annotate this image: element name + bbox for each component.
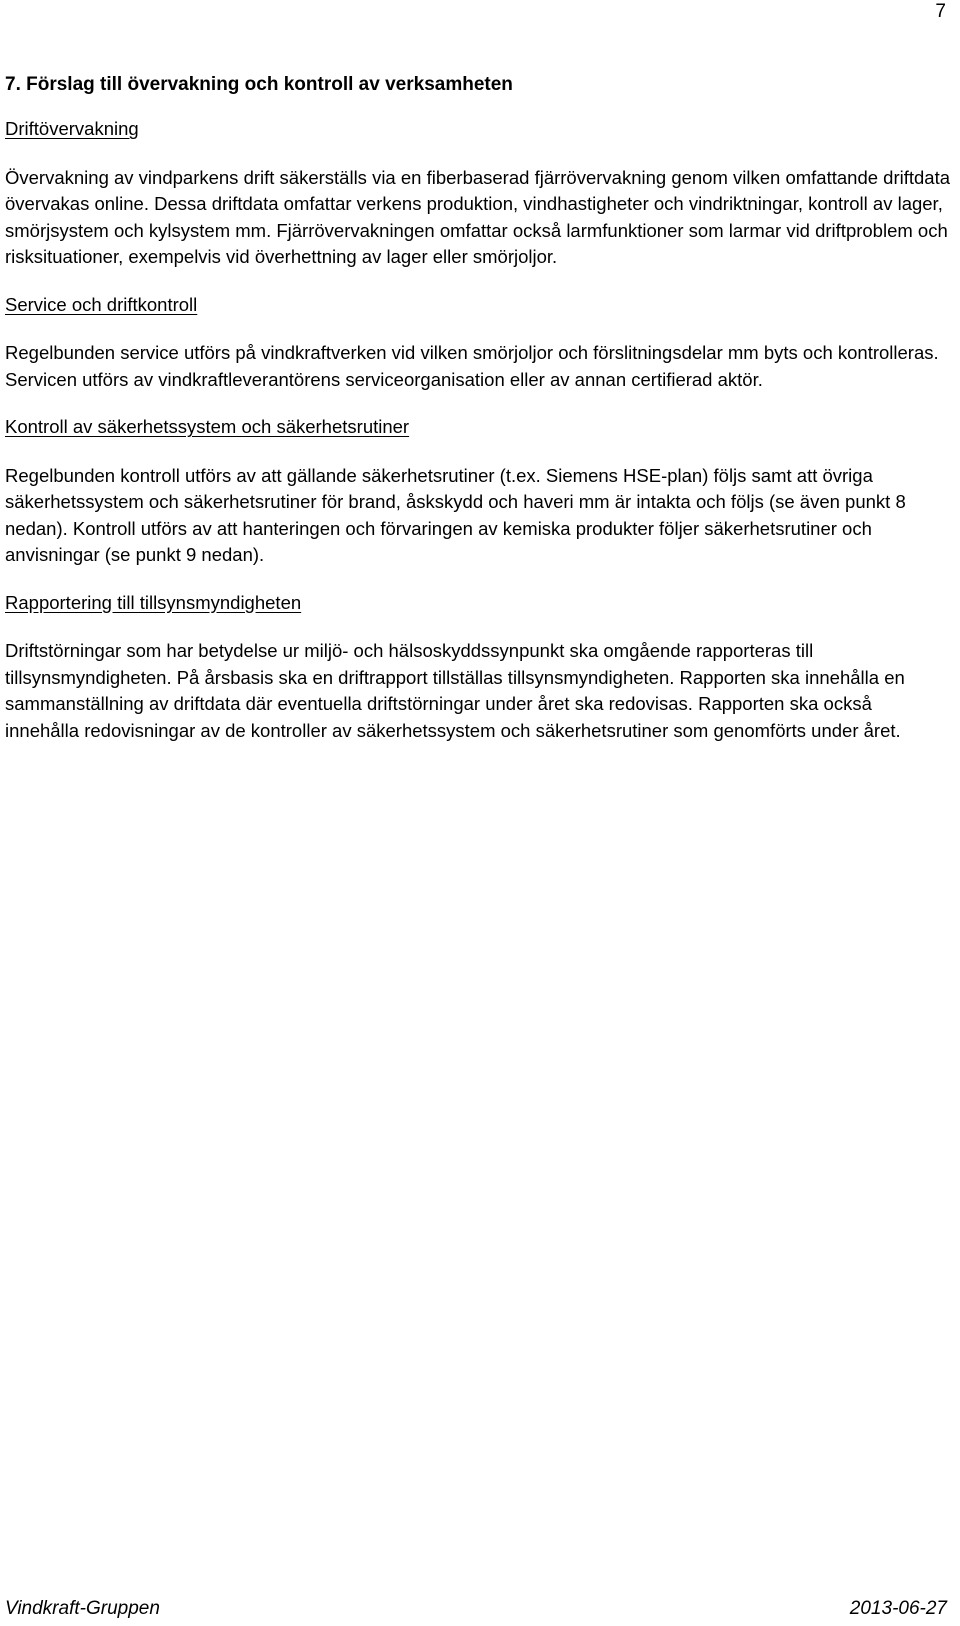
section-paragraph: Regelbunden kontroll utförs av att gällande säkerhetsrutiner (t.ex. Siemens HSE-plan) följs samt att övriga säkerhetssystem och säkerhetsrutiner för brand, åskskydd och haveri mm är intakta och följs (se även punkt 8 nedan). Kontroll utförs av att hanteringen och förvaringen av kemiska produkter följer säkerhetsrutiner och anvisningar (se punkt 9 nedan). [5, 464, 906, 565]
document-body [5, 72, 950, 765]
section-paragraph: Driftstörningar som har betydelse ur miljö- och hälsoskyddssynpunkt ska omgående rapporteras till tillsynsmyndigheten. På årsbasis ska en driftrapport tillställas tillsynsmyndigheten. Rapporten ska innehålla en sammanställning av driftdata där eventuella driftstörningar under året ska redovisas. Rapporten ska också innehålla redovisningar av de kontroller av säkerhetssystem och säkerhetsrutiner som genomförts under året. [5, 640, 905, 741]
footer-organization: Vindkraft-Gruppen [5, 1598, 160, 1619]
section-paragraph: Regelbunden service utförs på vindkraftverken vid vilken smörjoljor och förslitningsdelar mm byts och kontrolleras. Servicen utförs av vindkraftleverantörens serviceorganisation eller av annan certifierad aktör. [5, 342, 939, 390]
section-heading: Service och driftkontroll [5, 293, 198, 315]
section-heading: Rapportering till tillsynsmyndigheten [5, 591, 302, 613]
section-paragraph: Övervakning av vindparkens drift säkerställs via en fiberbaserad fjärrövervakning genom vilken omfattande driftdata övervakas online. Dessa driftdata omfattar verkens produktion, vindhastigheter och vindriktningar, kontroll av lager, smörjsystem och kylsystem mm. Fjärrövervakningen omfattar också larmfunktioner som larmar vid driftproblem och risksituationer, exempelvis vid överhettning av lager eller smörjoljor. [5, 166, 951, 267]
chapter-title: 7. Förslag till övervakning och kontroll av verksamheten [5, 74, 513, 95]
section-kontroll-av-sakerhetssystem [5, 414, 950, 569]
section-rapportering [5, 590, 950, 745]
section-service-och-driftkontroll [5, 292, 950, 394]
section-driftovervakning [5, 116, 950, 271]
section-heading: Kontroll av säkerhetssystem och säkerhetsrutiner [5, 416, 410, 437]
footer-date: 2013-06-27 [849, 1598, 947, 1619]
page-number: 7 [935, 1, 946, 22]
section-heading: Driftövervakning [5, 118, 139, 139]
